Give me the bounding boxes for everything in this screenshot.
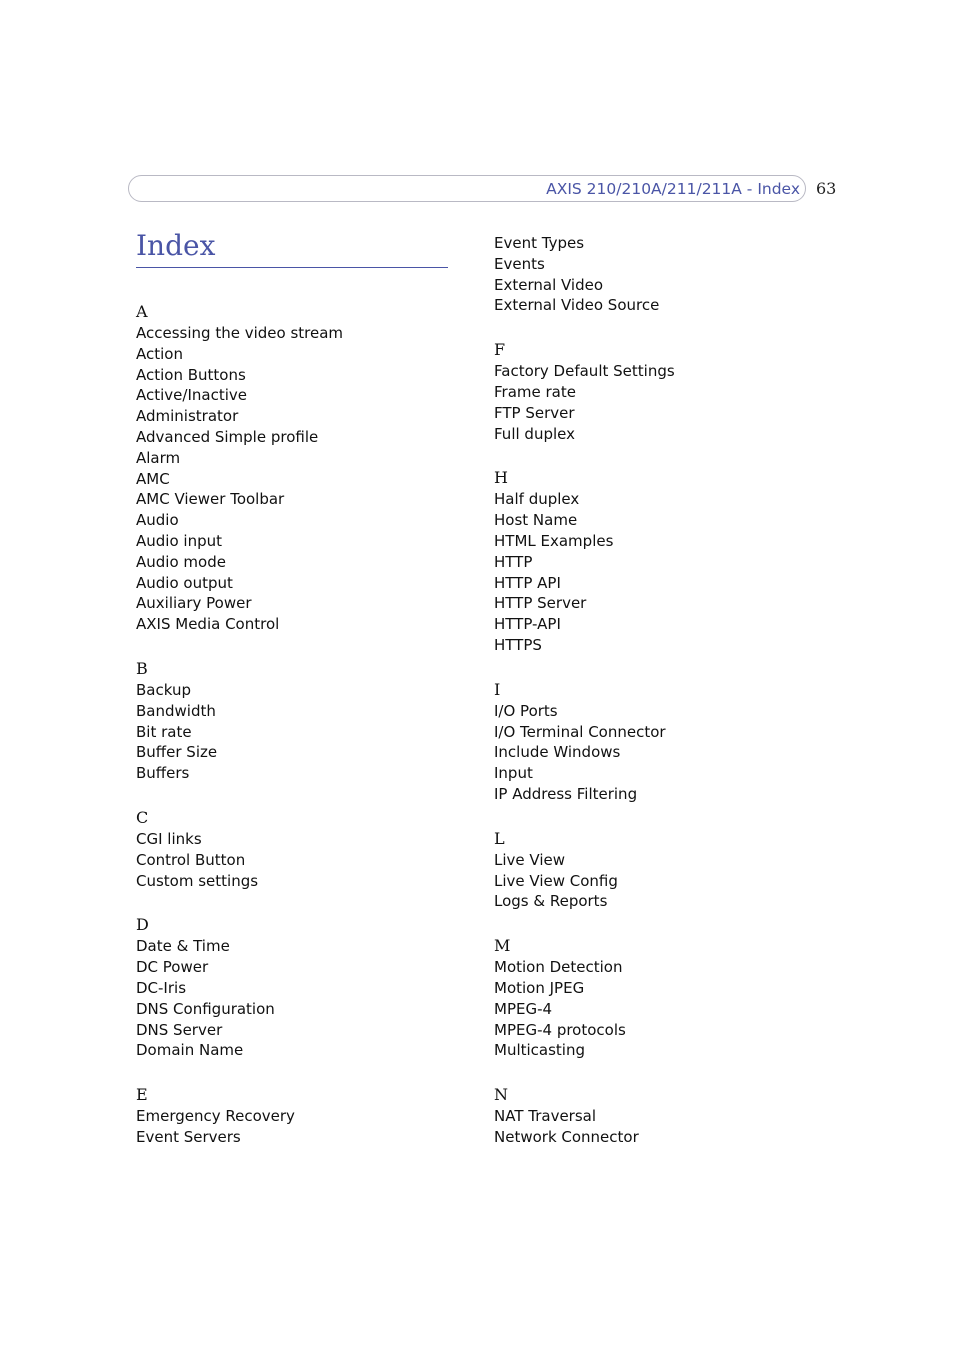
index-entry: Accessing the video stream xyxy=(136,324,344,342)
index-entry: MPEG-4 protocols xyxy=(494,1020,626,1039)
index-letter-heading: M xyxy=(494,936,511,956)
index-entry: Action xyxy=(136,344,183,363)
index-entry: Frame rate xyxy=(494,382,576,401)
index-entry: Logs & Reports xyxy=(494,892,608,911)
index-entry: HTTPS xyxy=(494,635,542,654)
index-entry: Date & Time xyxy=(136,937,230,956)
index-section xyxy=(136,807,456,891)
index-entry: Bandwidth xyxy=(136,701,216,720)
index-entry: HTTP-API xyxy=(494,615,561,634)
index-entry: External Video Source xyxy=(494,296,660,315)
index-entry: Include Windows xyxy=(494,743,621,762)
index-entry: Buffer Size xyxy=(136,743,218,762)
index-entry: IP Address Filtering xyxy=(494,784,638,803)
index-letter-heading: I xyxy=(494,679,501,699)
index-entry: Audio mode xyxy=(136,552,226,571)
index-entry: Auxiliary Power xyxy=(136,594,252,613)
index-letter-heading: L xyxy=(494,828,505,848)
index-entry: Audio input xyxy=(136,531,222,550)
index-entry: Event Servers xyxy=(136,1127,241,1146)
page-number: 63 xyxy=(816,179,837,198)
index-letter-heading: H xyxy=(494,468,508,488)
index-section xyxy=(136,914,456,1061)
index-section xyxy=(494,339,834,444)
index-entry: DNS Configuration xyxy=(136,999,275,1018)
index-entry: Buffers xyxy=(136,764,190,783)
index-section xyxy=(494,679,834,805)
index-letter-heading: F xyxy=(494,340,506,360)
index-entry: Live View Config xyxy=(494,871,618,890)
index-entry: Network Connector xyxy=(494,1127,639,1146)
index-entry: DNS Server xyxy=(136,1020,223,1039)
index-entry: Alarm xyxy=(136,448,181,467)
index-entry: Multicasting xyxy=(494,1041,585,1060)
index-section xyxy=(494,935,834,1061)
index-column-left xyxy=(136,301,456,1171)
index-letter-heading: B xyxy=(136,658,148,678)
running-header-title: AXIS 210/210A/211/211A - Index xyxy=(546,180,800,198)
index-entry: Control Button xyxy=(136,850,246,869)
index-letter-heading: E xyxy=(136,1085,148,1105)
index-entry: DC-Iris xyxy=(136,978,187,997)
index-entry: FTP Server xyxy=(494,403,575,422)
index-section xyxy=(494,467,834,655)
index-entry: Bit rate xyxy=(136,722,192,741)
index-entry: Motion JPEG xyxy=(494,978,585,997)
index-entry: I/O Terminal Connector xyxy=(494,722,666,741)
index-section xyxy=(494,1084,834,1148)
index-entry: NAT Traversal xyxy=(494,1107,597,1126)
index-entry: HTML Examples xyxy=(494,531,614,550)
index-entry: Active/Inactive xyxy=(136,386,247,405)
index-entry: Custom settings xyxy=(136,871,259,890)
page-title: Index xyxy=(136,229,216,262)
index-letter-heading: N xyxy=(494,1085,508,1105)
index-entry: Factory Default Settings xyxy=(494,362,675,381)
index-entry: HTTP Server xyxy=(494,594,587,613)
index-entry: DC Power xyxy=(136,958,209,977)
index-entry: Audio xyxy=(136,511,179,530)
index-letter-heading: C xyxy=(136,807,149,827)
index-entry: I/O Ports xyxy=(494,701,558,720)
index-entry: AMC xyxy=(136,469,170,488)
index-entry: Full duplex xyxy=(494,424,575,443)
index-entry: AXIS Media Control xyxy=(136,615,280,634)
index-entry: Emergency Recovery xyxy=(136,1107,295,1126)
index-entry: AMC Viewer Toolbar xyxy=(136,490,285,509)
index-section xyxy=(136,301,456,635)
index-entry: Motion Detection xyxy=(494,958,623,977)
index-column-right xyxy=(494,233,834,1171)
index-entry: Domain Name xyxy=(136,1041,244,1060)
index-entry: Half duplex xyxy=(494,490,580,509)
index-entry: Input xyxy=(494,764,533,783)
index-section xyxy=(136,658,456,784)
index-entry: Advanced Simple profile xyxy=(136,427,319,446)
title-underline xyxy=(136,267,448,268)
index-entry: External Video xyxy=(494,275,604,294)
index-entry: HTTP xyxy=(494,552,533,571)
index-entry: CGI links xyxy=(136,829,202,848)
index-letter-heading: D xyxy=(136,915,149,935)
index-entry: Audio output xyxy=(136,573,233,592)
index-entry: MPEG-4 xyxy=(494,999,553,1018)
index-entry: Event Types xyxy=(494,234,585,252)
index-entry: Live View xyxy=(494,850,565,869)
index-entry: Administrator xyxy=(136,407,239,426)
index-entry: Backup xyxy=(136,680,191,699)
index-entry: Host Name xyxy=(494,511,578,530)
index-section xyxy=(136,1084,456,1148)
index-section xyxy=(494,233,834,316)
index-entry: Events xyxy=(494,254,545,273)
index-section xyxy=(494,828,834,912)
index-entry: HTTP API xyxy=(494,573,561,592)
index-entry: Action Buttons xyxy=(136,365,246,384)
index-letter-heading: A xyxy=(136,302,148,321)
